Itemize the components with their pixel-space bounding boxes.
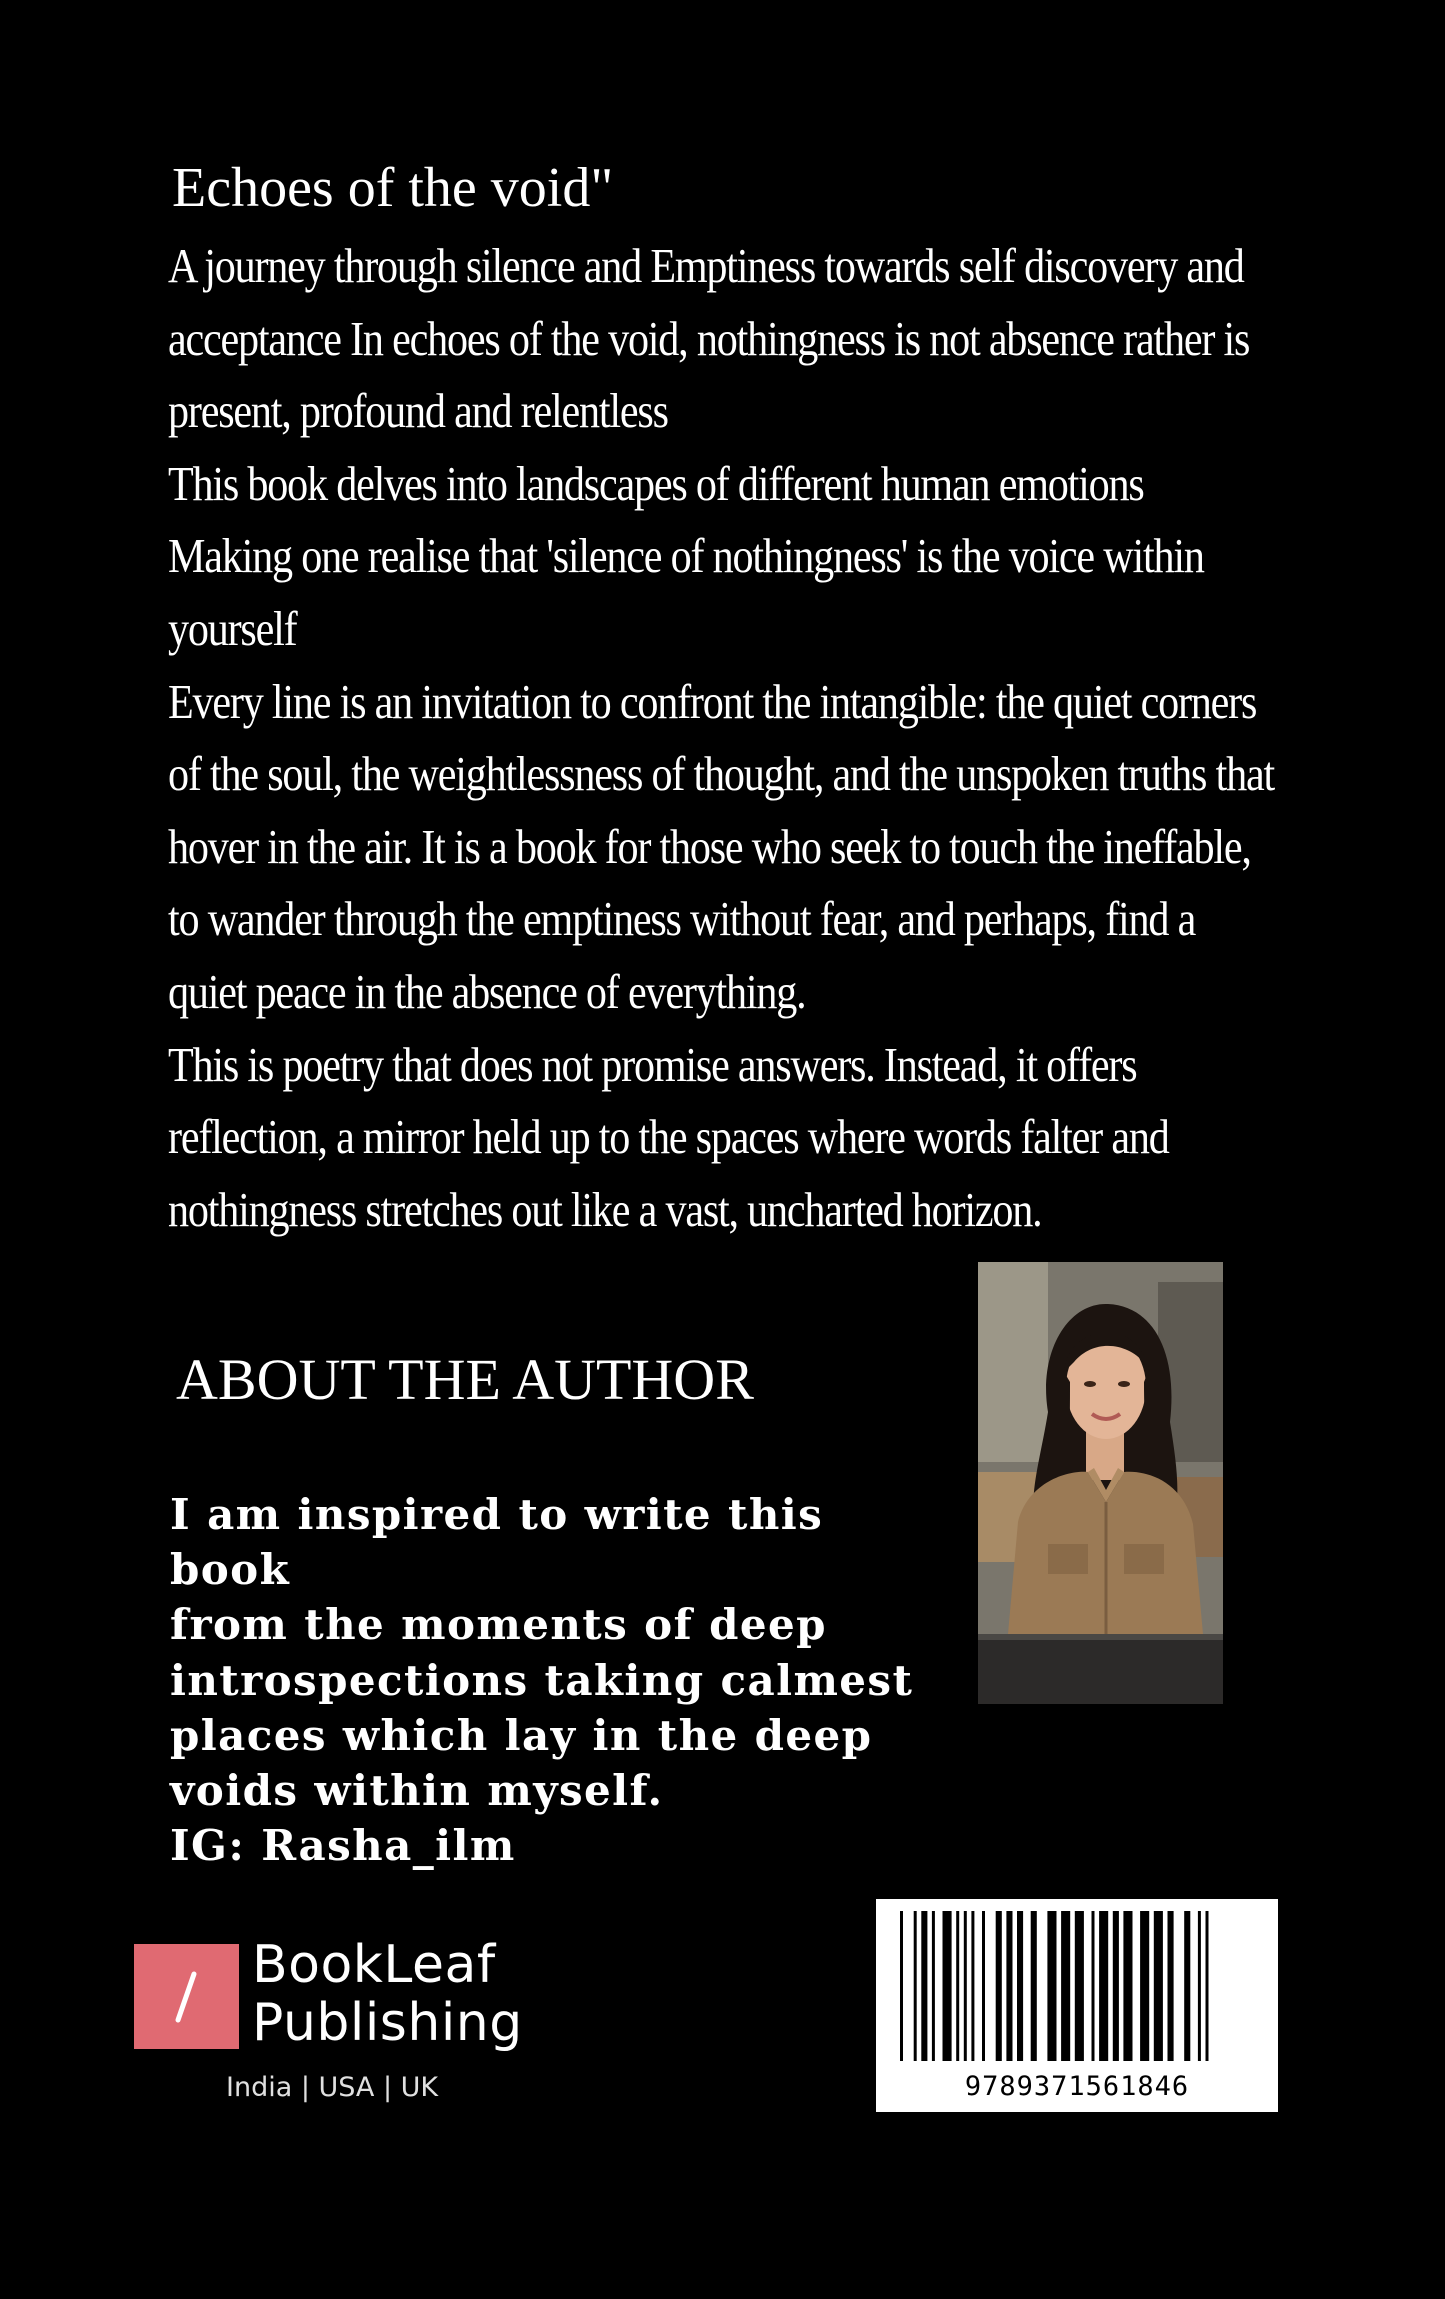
barcode-bar (971, 1911, 974, 2061)
blurb-line: reflection, a mirror held up to the spaces where words falter and (168, 1109, 1169, 1165)
barcode-bar (943, 1911, 952, 2061)
barcode-bar (932, 1911, 935, 2061)
about-author-heading: ABOUT THE AUTHOR (176, 1347, 754, 1412)
barcode-bar (1198, 1911, 1201, 2061)
barcode-bar (1099, 1911, 1108, 2061)
barcode-bars (900, 1911, 1254, 2061)
barcode-bar (1092, 1911, 1095, 2061)
barcode-bar (1140, 1911, 1149, 2061)
barcode-bar (1154, 1911, 1163, 2061)
publisher-logo (134, 1935, 534, 2114)
barcode-bar (956, 1911, 959, 2061)
author-bio-line: book (170, 1545, 291, 1595)
blurb-line: This is poetry that does not promise answers. Instead, it offers (168, 1036, 1137, 1092)
barcode-bar (921, 1911, 927, 2061)
barcode-bar (1031, 1911, 1037, 2061)
publisher-regions: India | USA | UK (226, 2072, 439, 2103)
author-bio-line: from the moments of deep (170, 1600, 827, 1650)
isbn-number: 9789371561846 (964, 2071, 1190, 2102)
author-bio-line: voids within myself. (170, 1766, 664, 1816)
barcode-bar (1168, 1911, 1174, 2061)
publisher-name-line1: BookLeaf (252, 1935, 496, 1995)
barcode-bar (1075, 1911, 1084, 2061)
author-bio-line: I am inspired to write this (170, 1490, 824, 1539)
blurb-line: to wander through the emptiness without fear, and perhaps, find a (168, 891, 1196, 947)
blurb-line: nothingness stretches out like a vast, uncharted horizon. (168, 1181, 1042, 1237)
blurb-line: A journey through silence and Emptiness towards self discovery and (168, 238, 1244, 293)
barcode-bar (1113, 1911, 1119, 2061)
barcode-bar (1206, 1911, 1209, 2061)
barcode-bar (900, 1911, 903, 2061)
blurb-line: Every line is an invitation to confront the intangible: the quiet corners (168, 673, 1257, 729)
barcode-bar (914, 1911, 917, 2061)
publisher-name-line2: Publishing (252, 1993, 523, 2053)
barcode-bar (1006, 1911, 1012, 2061)
blurb-line: quiet peace in the absence of everything. (168, 963, 806, 1019)
blurb-line: Making one realise that 'silence of nothingness' is the voice within (168, 528, 1204, 584)
blurb-line: present, profound and relentless (168, 383, 668, 439)
blurb-line: of the soul, the weightlessness of thought, and the unspoken truths that (168, 746, 1274, 802)
author-instagram-handle: IG: Rasha_ilm (170, 1821, 516, 1871)
blurb-line: hover in the air. It is a book for those who seek to touch the ineffable, (168, 818, 1251, 874)
blurb-line: yourself (168, 600, 297, 656)
isbn-barcode (876, 1899, 1278, 2112)
barcode-bar (1184, 1911, 1190, 2061)
barcode-bar (996, 1911, 1002, 2061)
author-bio-line: introspections taking calmest (170, 1655, 914, 1705)
author-bio-line: places which lay in the deep (170, 1710, 873, 1760)
blurb-line: acceptance In echoes of the void, nothingness is not absence rather is (168, 310, 1250, 366)
author-photo (978, 1262, 1223, 1704)
blurb-text (168, 230, 1303, 1246)
barcode-bar (1017, 1911, 1023, 2061)
barcode-bar (982, 1911, 985, 2061)
blurb-title: Echoes of the void" (172, 157, 614, 219)
author-bio (170, 1487, 913, 1873)
barcode-bar (964, 1911, 967, 2061)
blurb-line: This book delves into landscapes of different human emotions (168, 455, 1144, 511)
publisher-name (252, 1936, 523, 2052)
publisher-slash-icon (134, 1944, 239, 2049)
barcode-bar (1061, 1911, 1070, 2061)
barcode-bar (1123, 1911, 1132, 2061)
barcode-bar (1047, 1911, 1056, 2061)
